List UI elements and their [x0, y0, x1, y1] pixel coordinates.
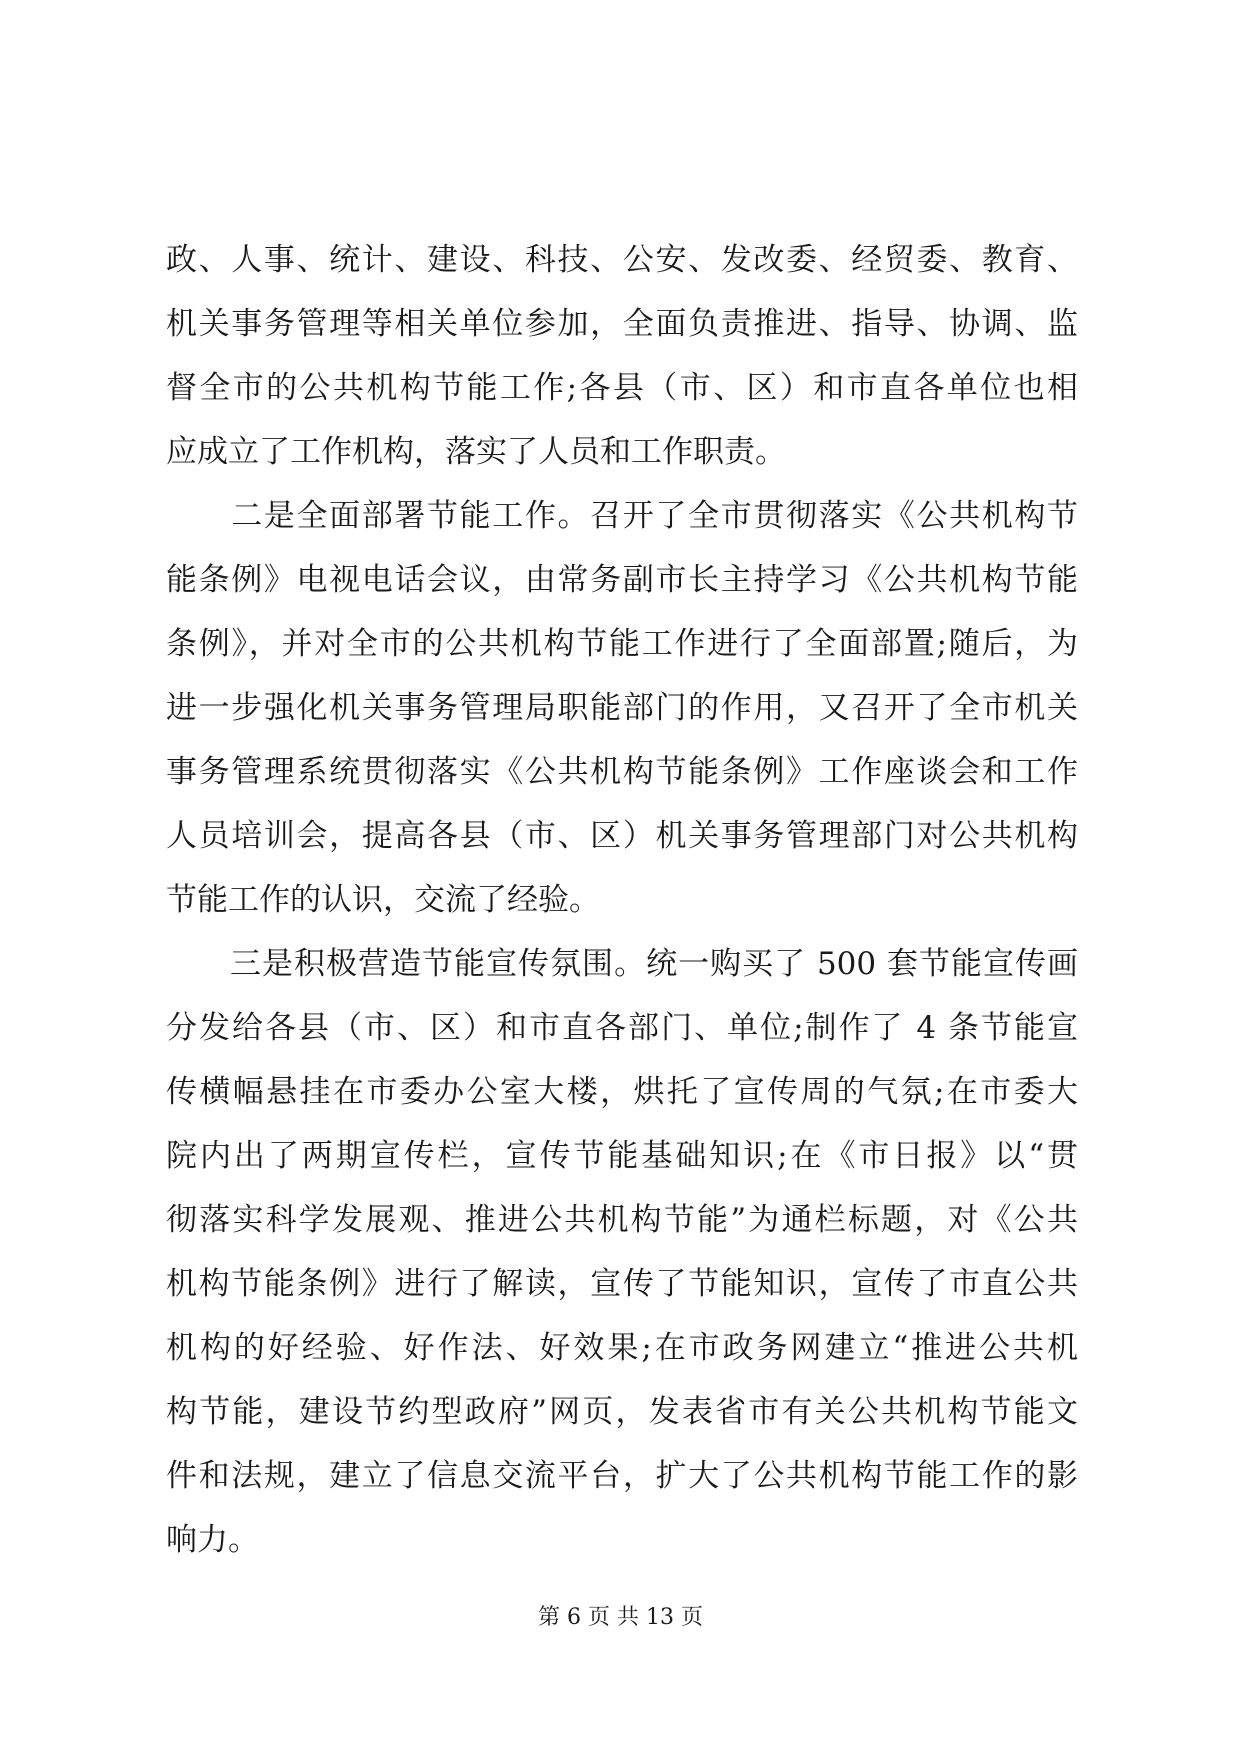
- text-line: 三是积极营造节能宣传氛围。统一购买了 500 套节能宣传画: [166, 946, 1078, 982]
- text-line: 院内出了两期宣传栏，宣传节能基础知识;在《市日报》以“贯: [166, 1138, 1078, 1174]
- page-footer: 第 6 页 共 13 页: [538, 1605, 703, 1630]
- text-line: 传横幅悬挂在市委办公室大楼，烘托了宣传周的气氛;在市委大: [166, 1074, 1078, 1110]
- text-line: 彻落实科学发展观、推进公共机构节能”为通栏标题，对《公共: [166, 1202, 1078, 1238]
- text-line: 政、人事、统计、建设、科技、公安、发改委、经贸委、教育、: [166, 242, 1078, 278]
- text-line: 条例》，并对全市的公共机构节能工作进行了全面部置;随后，为: [166, 626, 1078, 662]
- text-line: 督全市的公共机构节能工作;各县（市、区）和市直各单位也相: [166, 370, 1078, 406]
- text-line: 机关事务管理等相关单位参加，全面负责推进、指导、协调、监: [166, 306, 1078, 342]
- text-line: 分发给各县（市、区）和市直各部门、单位;制作了 4 条节能宣: [166, 1010, 1078, 1046]
- text-line: 节能工作的认识，交流了经验。: [166, 882, 600, 918]
- text-line: 件和法规，建立了信息交流平台，扩大了公共机构节能工作的影: [166, 1458, 1078, 1494]
- text-line: 应成立了工作机构，落实了人员和工作职责。: [166, 434, 786, 470]
- text-line: 进一步强化机关事务管理局职能部门的作用，又召开了全市机关: [166, 690, 1078, 726]
- text-line: 二是全面部署节能工作。召开了全市贯彻落实《公共机构节: [166, 498, 1078, 534]
- text-line: 人员培训会，提高各县（市、区）机关事务管理部门对公共机构: [166, 818, 1078, 854]
- text-line: 能条例》电视电话会议，由常务副市长主持学习《公共机构节能: [166, 562, 1078, 598]
- text-line: 机构的好经验、好作法、好效果;在市政务网建立“推进公共机: [166, 1330, 1078, 1366]
- text-line: 构节能，建设节约型政府”网页，发表省市有关公共机构节能文: [166, 1394, 1078, 1430]
- document-body: [166, 228, 1078, 1572]
- text-line: 事务管理系统贯彻落实《公共机构节能条例》工作座谈会和工作: [166, 754, 1078, 790]
- text-line: 机构节能条例》进行了解读，宣传了节能知识，宣传了市直公共: [166, 1266, 1078, 1302]
- text-line: 响力。: [166, 1522, 259, 1558]
